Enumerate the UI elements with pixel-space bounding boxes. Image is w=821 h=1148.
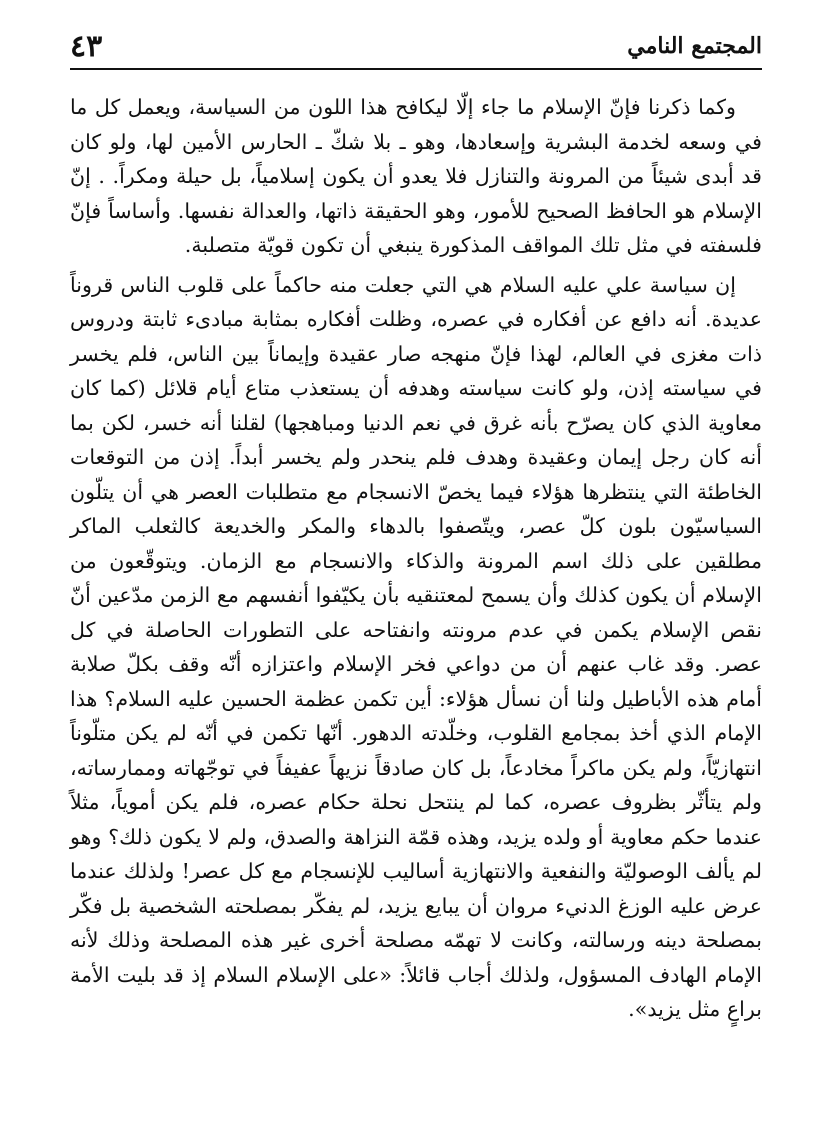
page-header xyxy=(70,24,762,70)
running-title: المجتمع النامي xyxy=(627,33,762,59)
page-number: ٤٣ xyxy=(70,28,103,64)
paragraph-2: إن سياسة علي عليه السلام هي التي جعلت منه حاكماً على قلوب الناس قروناً عديدة. أنه دافع عن أفكاره في عصره، وظلت أفكاره بمثابة مبادىء ثابتة ودروس ذات مغزى في العالم، لهذا فإنّ منهجه صار عقيدة وإيماناً بين الناس، فلم يخسر في سياسته إذن، ولو كانت سياسته وهدفه أن يستعذب متاع أيام قلائل (كما كان معاوية الذي كان يصرّح بأنه غرق في نعم الدنيا ومباهجها) لقلنا أنه خسر، لكن بما أنه كان رجل إيمان وعقيدة وهدف فلم ينحدر ولم يخسر أبداً. إذن من التوقعات الخاطئة التي ينتظرها هؤلاء فيما يخصّ الانسجام مع متطلبات العصر هي أن يتلّون السياسيّون بلون كلّ عصر، ويتّصفوا بالدهاء والمكر والخديعة كالثعلب الماكر مطلقين على ذلك اسم المرونة والذكاء والانسجام مع الزمان. ويتوقّعون من الإسلام أن يكون كذلك وأن يسمح لمعتنقيه بأن يكيّفوا أنفسهم مع الزمن مدّعين أنّ نقص الإسلام يكمن في عدم مرونته وانفتاحه على التطورات الحاصلة في كل عصر. وقد غاب عنهم أن من دواعي فخر الإسلام واعتزازه أنّه وقف بكلّ صلابة أمام هذه الأباطيل ولنا أن نسأل هؤلاء: أين تكمن عظمة الحسين عليه السلام؟ هذا الإمام الذي أخذ بمجامع القلوب، وخلّدته الدهور. أنّها تكمن في أنّه لم يكن متلّوناً انتهازيّاً، ولم يكن ماكراً مخادعاً، بل كان صادقاً نزيهاً عفيفاً في توجّهاته وممارساته، ولم يتأثّر بظروف عصره، كما لم ينتحل نحلة حكام عصره، فلم يكن أموياً، مثلاً عندما حكم معاوية أو ولده يزيد، وهذه قمّة النزاهة والصدق، ولم لا يكون ذلك؟ وهو لم يألف الوصوليّة والنفعية والانتهازية أساليب للإنسجام مع كل عصر! ولذلك عندما عرض عليه الوزغ الدنيء مروان أن يبايع يزيد، لم يفكّر بمصلحته الشخصية بل فكّر بمصلحة دينه ورسالته، وكانت لا تهمّه مصلحة أخرى غير هذه المصلحة وذلك لأنه الإمام الهادف المسؤول، ولذلك أجاب قائلاً: «على الإسلام السلام إذ قد بليت الأمة براعٍ مثل يزيد». xyxy=(70,272,763,1021)
page-body xyxy=(70,90,762,1027)
paragraph-1: وكما ذكرنا فإنّ الإسلام ما جاء إلّا ليكافح هذا اللون من السياسة، ويعمل كل ما في وسعه لخدمة البشرية وإسعادها، وهو ـ بلا شكّ ـ الحارس الأمين لها، ولو كان قد أبدى شيئاً من المرونة والتنازل فلا يعدو أن يكون إسلامياً، بل حيلة ومكراً. . إنّ الإسلام هو الحافظ الصحيح للأمور، وهو الحقيقة ذاتها، والعدالة نفسها. وأساساً فإنّ فلسفته في مثل تلك المواقف المذكورة ينبغي أن تكون قويّة متصلبة. xyxy=(70,95,762,257)
